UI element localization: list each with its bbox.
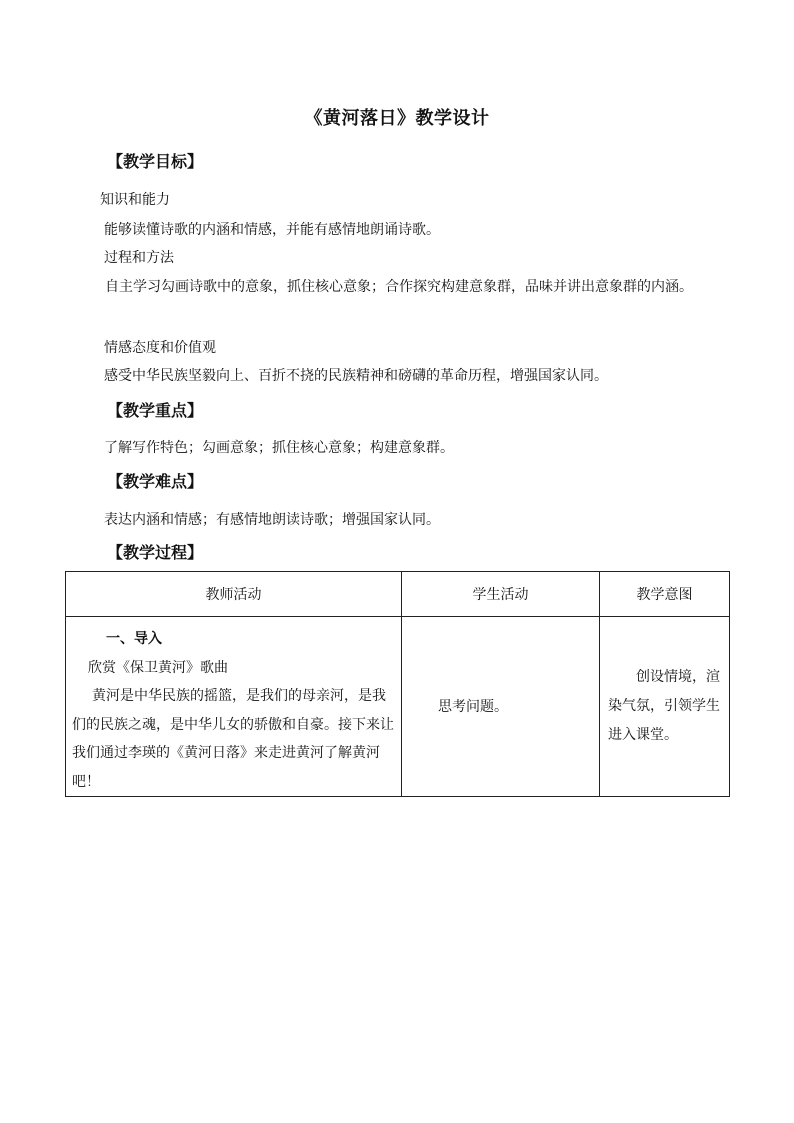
teacher-activity-cell — [66, 617, 402, 797]
heading-key-points: 【教学重点】 — [107, 401, 204, 420]
heading-process: 【教学过程】 — [107, 543, 204, 562]
table-row — [66, 617, 730, 797]
header-teaching-intent: 教学意图 — [600, 572, 730, 617]
process-label: 过程和方法 — [104, 250, 174, 266]
heading-objectives: 【教学目标】 — [107, 152, 204, 171]
knowledge-text: 能够读懂诗歌的内涵和情感，并能有感情地朗诵诗歌。 — [104, 222, 440, 238]
process-text: 自主学习勾画诗歌中的意象，抓住核心意象；合作探究构建意象群，品味并讲出意象群的内涵。 — [105, 279, 693, 295]
teacher-line: 欣赏《保卫黄河》歌曲 — [88, 659, 228, 676]
emotion-label: 情感态度和价值观 — [104, 340, 216, 356]
teacher-paragraph: 黄河是中华民族的摇篮，是我们的母亲河，是我们的民族之魂，是中华儿女的骄傲和自豪。接下来让我们通过李瑛的《黄河日落》来走进黄河了解黄河吧！ — [72, 688, 394, 790]
teaching-process-table — [65, 571, 730, 797]
table-header-row — [66, 572, 730, 617]
knowledge-label: 知识和能力 — [100, 192, 170, 208]
heading-difficulties: 【教学难点】 — [107, 472, 204, 491]
emotion-text: 感受中华民族坚毅向上、百折不挠的民族精神和磅礴的革命历程，增强国家认同。 — [104, 368, 608, 384]
header-teacher-activity: 教师活动 — [66, 572, 402, 617]
student-activity-cell: 思考问题。 — [402, 617, 600, 797]
header-student-activity: 学生活动 — [402, 572, 600, 617]
key-points-text: 了解写作特色；勾画意象；抓住核心意象；构建意象群。 — [104, 440, 454, 456]
teacher-subheading: 一、导入 — [106, 631, 162, 647]
teaching-intent-cell: 创设情境，渲染气氛，引领学生进入课堂。 — [600, 617, 730, 797]
document-title: 《黄河落日》教学设计 — [304, 108, 490, 129]
difficulties-text: 表达内涵和情感；有感情地朗读诗歌；增强国家认同。 — [104, 512, 440, 528]
